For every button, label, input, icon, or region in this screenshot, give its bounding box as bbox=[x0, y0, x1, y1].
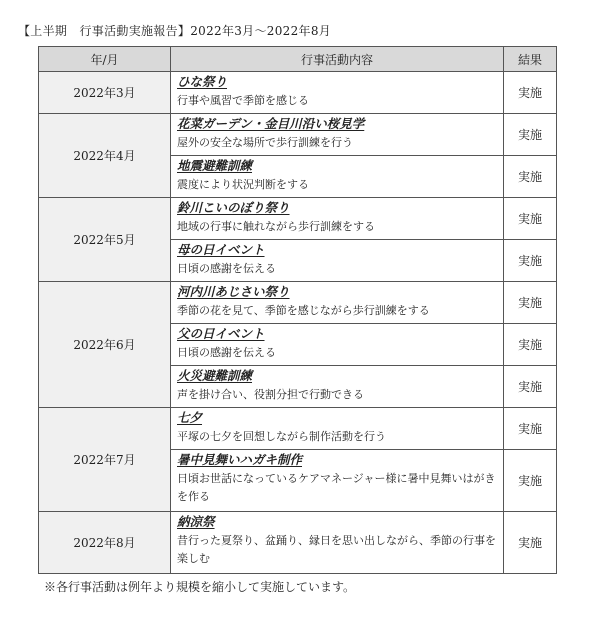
event-title: 花菜ガーデン・金目川沿い桜見学 bbox=[177, 116, 365, 131]
event-title: 地震避難訓練 bbox=[177, 158, 253, 173]
event-title: 暑中見舞いハガキ制作 bbox=[177, 452, 303, 467]
event-cell bbox=[171, 324, 504, 366]
event-description: 昔行った夏祭り、盆踊り、縁日を思い出しながら、季節の行事を楽しむ bbox=[177, 534, 496, 565]
event-cell bbox=[171, 198, 504, 240]
activity-table bbox=[38, 46, 557, 574]
header-result: 結果 bbox=[504, 47, 557, 72]
event-title: 鈴川こいのぼり祭り bbox=[177, 200, 290, 215]
header-month: 年/月 bbox=[39, 47, 171, 72]
table-row bbox=[39, 72, 557, 114]
table-row bbox=[39, 512, 557, 574]
result-cell: 実施 bbox=[504, 324, 557, 366]
month-cell: 2022年4月 bbox=[39, 114, 171, 198]
event-cell bbox=[171, 408, 504, 450]
table-row bbox=[39, 114, 557, 156]
month-cell: 2022年3月 bbox=[39, 72, 171, 114]
report-heading: 【上半期 行事活動実施報告】2022年3月～2022年8月 bbox=[18, 24, 332, 38]
result-cell: 実施 bbox=[504, 366, 557, 408]
event-description: 日頃の感謝を伝える bbox=[177, 346, 276, 359]
event-title: 七夕 bbox=[177, 410, 203, 425]
event-title: ひな祭り bbox=[177, 74, 228, 89]
result-cell: 実施 bbox=[504, 240, 557, 282]
event-description: 地域の行事に触れながら歩行訓練をする bbox=[177, 220, 375, 233]
event-cell bbox=[171, 72, 504, 114]
event-title: 火災避難訓練 bbox=[177, 368, 253, 383]
event-title: 河内川あじさい祭り bbox=[177, 284, 290, 299]
event-cell bbox=[171, 114, 504, 156]
event-cell bbox=[171, 156, 504, 198]
event-title: 納涼祭 bbox=[177, 514, 215, 529]
month-cell: 2022年7月 bbox=[39, 408, 171, 512]
result-cell: 実施 bbox=[504, 282, 557, 324]
result-cell: 実施 bbox=[504, 198, 557, 240]
month-cell: 2022年5月 bbox=[39, 198, 171, 282]
month-cell: 2022年8月 bbox=[39, 512, 171, 574]
footnote: ※各行事活動は例年より規模を縮小して実施しています。 bbox=[44, 580, 356, 594]
table-row bbox=[39, 198, 557, 240]
month-cell: 2022年6月 bbox=[39, 282, 171, 408]
event-cell bbox=[171, 450, 504, 512]
event-description: 日頃の感謝を伝える bbox=[177, 262, 276, 275]
table-row bbox=[39, 282, 557, 324]
event-cell bbox=[171, 240, 504, 282]
result-cell: 実施 bbox=[504, 512, 557, 574]
event-cell bbox=[171, 512, 504, 574]
event-description: 行事や風習で季節を感じる bbox=[177, 94, 309, 107]
event-description: 季節の花を見て、季節を感じながら歩行訓練をする bbox=[177, 304, 430, 317]
header-event: 行事活動内容 bbox=[171, 47, 504, 72]
event-description: 平塚の七夕を回想しながら制作活動を行う bbox=[177, 430, 386, 443]
result-cell: 実施 bbox=[504, 450, 557, 512]
event-description: 震度により状況判断をする bbox=[177, 178, 309, 191]
event-title: 母の日イベント bbox=[177, 242, 265, 257]
event-title: 父の日イベント bbox=[177, 326, 265, 341]
event-cell bbox=[171, 282, 504, 324]
result-cell: 実施 bbox=[504, 114, 557, 156]
event-cell bbox=[171, 366, 504, 408]
event-description: 声を掛け合い、役割分担で行動できる bbox=[177, 388, 364, 401]
event-description: 日頃お世話になっているケアマネージャー様に暑中見舞いはがきを作る bbox=[177, 472, 496, 503]
table-row bbox=[39, 408, 557, 450]
table-header-row bbox=[39, 47, 557, 72]
result-cell: 実施 bbox=[504, 156, 557, 198]
result-cell: 実施 bbox=[504, 408, 557, 450]
result-cell: 実施 bbox=[504, 72, 557, 114]
event-description: 屋外の安全な場所で歩行訓練を行う bbox=[177, 136, 353, 149]
